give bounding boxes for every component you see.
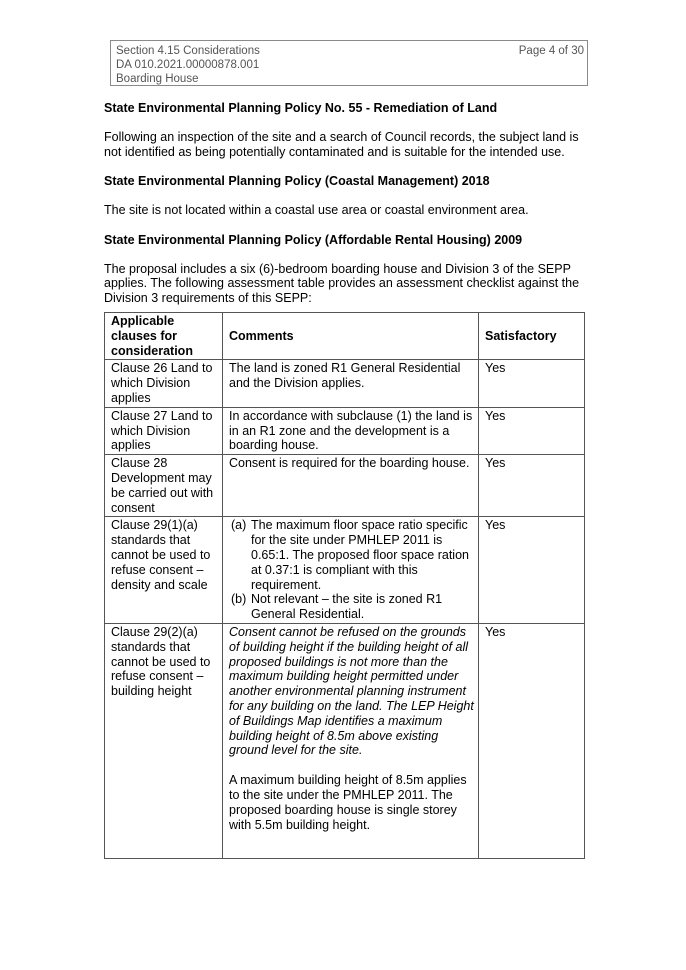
column-header-comments: Comments: [223, 313, 479, 360]
list-marker-b: (b): [231, 592, 247, 607]
arh-paragraph: The proposal includes a six (6)-bedroom boarding house and Division 3 of the SEPP applies. The following assessment table provides an assessment checklist against the Division 3 requirements of this SEPP:: [104, 261, 580, 305]
clause-cell: Clause 28 Development may be carried out with consent: [105, 455, 223, 517]
status-cell: Yes: [479, 517, 585, 624]
comment-cell: [223, 517, 479, 624]
comment-text: A maximum building height of 8.5m applies to the site under the PMHLEP 2011. The proposed boarding house is single storey with 5.5m building height.: [229, 773, 467, 832]
clause-cell: Clause 29(2)(a) standards that cannot be used to refuse consent – building height: [105, 623, 223, 858]
header-page-number: Page 4 of 30: [518, 45, 584, 57]
table-row: [105, 407, 585, 454]
list-item: [229, 518, 474, 592]
sepp55-heading: State Environmental Planning Policy No. 55 - Remediation of Land: [104, 101, 498, 115]
header-section-title: Section 4.15 Considerations: [116, 45, 260, 57]
comment-cell: In accordance with subclause (1) the land is in an R1 zone and the development is a boarding house.: [223, 407, 479, 454]
clause-cell: Clause 29(1)(a) standards that cannot be used to refuse consent – density and scale: [105, 517, 223, 624]
list-marker-a: (a): [231, 518, 247, 533]
table-row: [105, 623, 585, 858]
clause-cell: Clause 27 Land to which Division applies: [105, 407, 223, 454]
comment-cell: The land is zoned R1 General Residential and the Division applies.: [223, 360, 479, 407]
comment-italic-text: Consent cannot be refused on the grounds of building height if the building height of all proposed buildings is not more than the maximum building height permitted under another environmental planning instrument for any building on the land. The LEP Height of Buildings Map identifies a maximum building height of 8.5m above existing ground level for the site.: [229, 624, 474, 758]
coastal-heading: State Environmental Planning Policy (Coastal Management) 2018: [104, 174, 490, 188]
list-item: [229, 592, 474, 622]
clause-cell: Clause 26 Land to which Division applies: [105, 360, 223, 407]
coastal-paragraph: The site is not located within a coastal use area or coastal environment area.: [104, 203, 529, 217]
table-header-row: [105, 313, 585, 360]
sepp55-paragraph: Following an inspection of the site and a search of Council records, the subject land is not identified as being potentially contaminated and is suitable for the intended use.: [104, 130, 579, 159]
table-row: [105, 517, 585, 624]
status-cell: Yes: [479, 360, 585, 407]
list-text-b: Not relevant – the site is zoned R1 General Residential.: [251, 592, 443, 622]
status-cell: Yes: [479, 407, 585, 454]
list-text-a: The maximum floor space ratio specific for the site under PMHLEP 2011 is 0.65:1. The proposed floor space ration at 0.37:1 is compliant with this requirement.: [251, 518, 469, 592]
column-header-satisfactory: Satisfactory: [479, 313, 585, 360]
comment-cell: Consent is required for the boarding house.: [223, 455, 479, 517]
table-row: [105, 455, 585, 517]
document-body: [104, 101, 582, 859]
assessment-table: [104, 312, 585, 859]
page-header: [110, 40, 588, 86]
comment-cell: [223, 623, 479, 858]
table-row: [105, 360, 585, 407]
status-cell: Yes: [479, 455, 585, 517]
header-da-number: DA 010.2021.00000878.001: [116, 59, 260, 71]
column-header-clauses: Applicable clauses for consideration: [105, 313, 223, 360]
arh-heading: State Environmental Planning Policy (Affordable Rental Housing) 2009: [104, 232, 523, 247]
header-subject: Boarding House: [116, 73, 199, 85]
status-cell: Yes: [479, 623, 585, 858]
